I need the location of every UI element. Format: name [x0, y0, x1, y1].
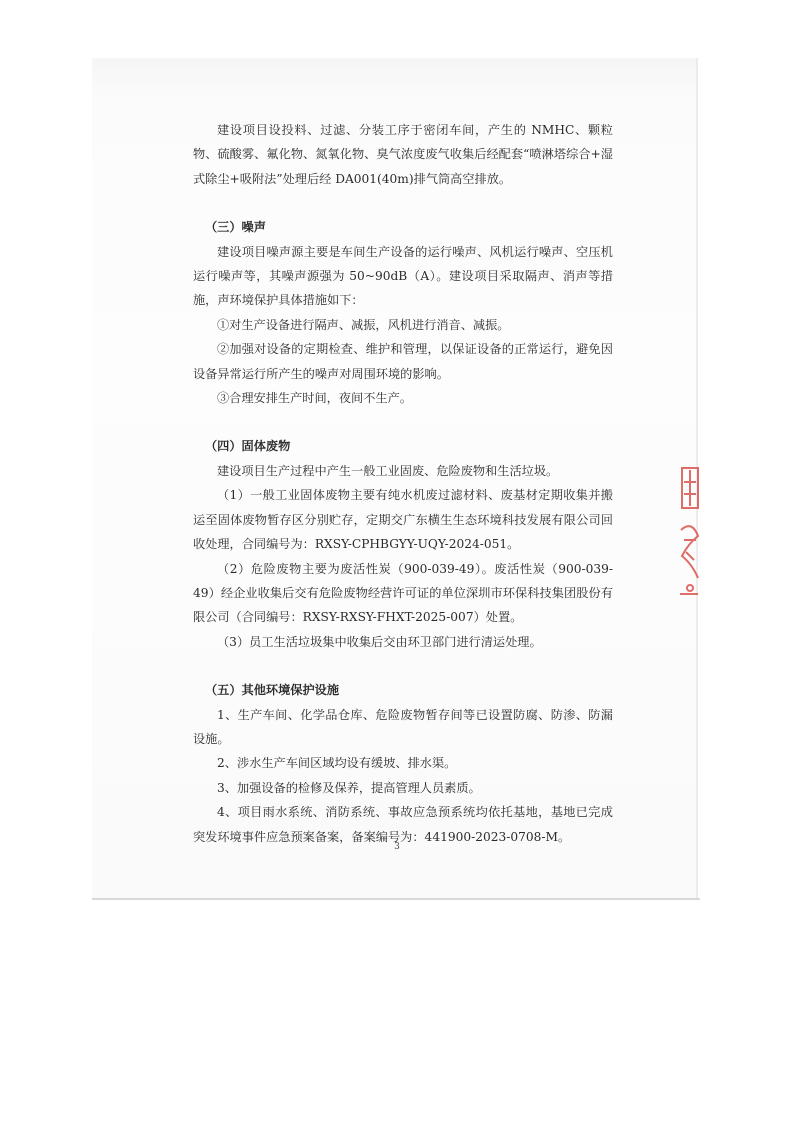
- paragraph: 建设项目设投料、过滤、分装工序于密闭车间，产生的 NMHC、颗粒物、硫酸雾、氟化物、氮氧化物、臭气浓度废气收集后经配套“喷淋塔综合+湿式除尘+吸附法”处理后经 DA001(40m)排气筒高空排放。: [193, 123, 613, 186]
- list-item: （2）危险废物主要为废活性炭（900-039-49）。废活性炭（900-039-49）经企业收集后交有危险废物经营许可证的单位深圳市环保科技集团股份有限公司（合同编号：RXSY-RXSY-FHXT-2025-007）处置。: [193, 561, 613, 625]
- list-item: ②加强对设备的定期检查、维护和管理，以保证设备的正常运行，避免因设备异常运行所产生的噪声对周围环境的影响。: [193, 342, 613, 381]
- seal-stamp-graphic: [678, 460, 700, 600]
- list-item: 4、项目雨水系统、消防系统、事故应急预系统均依托基地，基地已完成突发环境事件应急预案备案，备案编号为：441900-2023-0708-M。: [193, 805, 613, 844]
- list-item: 3、加强设备的检修及保养，提高管理人员素质。: [217, 780, 481, 795]
- list-item: ③合理安排生产时间，夜间不生产。: [217, 391, 412, 406]
- paragraph: 建设项目生产过程中产生一般工业固废、危险废物和生活垃圾。: [217, 463, 559, 478]
- document-body: [193, 118, 613, 849]
- page-edge-shadow: [92, 898, 700, 900]
- list-item: 2、涉水生产车间区域均设有缓坡、排水渠。: [217, 756, 457, 771]
- list-item: ①对生产设备进行隔声、减振，风机进行消音、减振。: [217, 317, 510, 332]
- list-item: （3）员工生活垃圾集中收集后交由环卫部门进行清运处理。: [217, 634, 542, 649]
- section-heading-solid-waste: （四）固体废物: [205, 439, 291, 454]
- paragraph: 建设项目噪声源主要是车间生产设备的运行噪声、风机运行噪声、空压机运行噪声等，其噪声源强为 50~90dB（A）。建设项目采取隔声、消声等措施，声环境保护具体措施如下：: [193, 244, 613, 308]
- section-heading-noise: （三）噪声: [205, 220, 266, 235]
- seal-stamp: [678, 460, 700, 600]
- list-item: （1）一般工业固体废物主要有纯水机废过滤材料、废基材定期收集并搬运至固体废物暂存区分别贮存，定期交广东横生生态环境科技发展有限公司回收处理，合同编号为：RXSY-CPHBGYY-UQY-2024-051。: [193, 488, 613, 552]
- page-number: 3: [394, 842, 400, 852]
- section-heading-other-facilities: （五）其他环境保护设施: [205, 683, 340, 698]
- list-item: 1、生产车间、化学品仓库、危险废物暂存间等已设置防腐、防渗、防漏设施。: [193, 707, 613, 746]
